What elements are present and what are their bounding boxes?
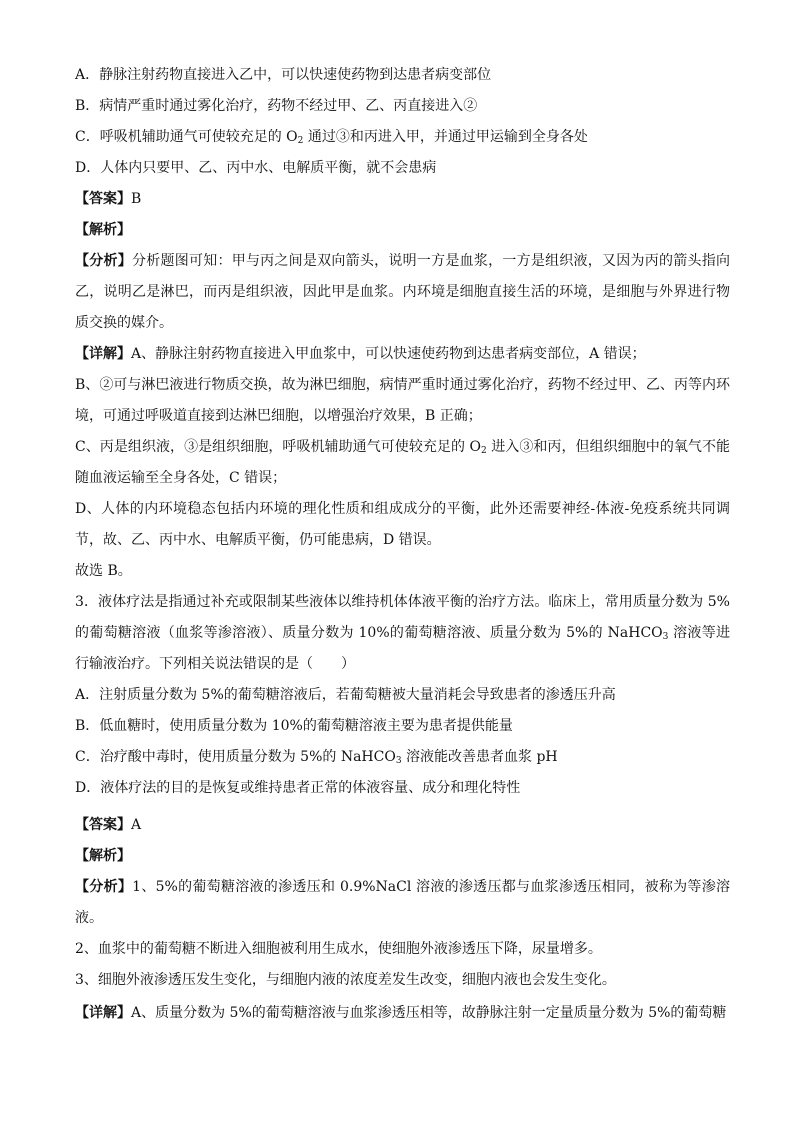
q3-fenxi-2: 2、血浆中的葡萄糖不断进入细胞被利用生成水，使细胞外液渗透压下降，尿量增多。 <box>75 941 602 957</box>
q2-option-a: A．静脉注射药物直接进入乙中，可以快速使药物到达患者病变部位 <box>75 67 492 83</box>
q2-option-c: C．呼吸机辅助通气可使较充足的 $O_2$ 通过③和丙进入甲，并通过甲运输到全身各处 <box>75 129 588 146</box>
q3-fenxi-3: 3、细胞外液渗透压发生变化，与细胞内液的浓度差发生改变，细胞内液也会发生变化。 <box>75 972 616 988</box>
q2-xiangjie-b: B、②可与淋巴液进行物质交换，故为淋巴细胞，病情严重时通过雾化治疗，药物不经过甲、乙、丙等内环境，可通过呼吸道直接到达淋巴细胞，以增强治疗效果，B 正确； <box>75 377 730 424</box>
q3-stem: 3．液体疗法是指通过补充或限制某些液体以维持机体体液平衡的治疗方法。临床上，常用质量分数为 5%的葡萄糖溶液（血浆等渗溶液）、质量分数为 10%的葡萄糖溶液、质量分数为 5%的 NaHCO$_3$ 溶液等进行输液治疗。下列相关说法错误的是（ ） <box>75 594 730 672</box>
q3-analysis-heading: 【解析】 <box>75 848 131 864</box>
q3-answer: 【答案】A <box>75 817 142 833</box>
q2-option-b: B．病情严重时通过雾化治疗，药物不经过甲、乙、丙直接进入② <box>75 98 478 114</box>
q3-option-d: D．液体疗法的目的是恢复或维持患者正常的体液容量、成分和理化特性 <box>75 780 521 796</box>
q3-option-a: A．注射质量分数为 5%的葡萄糖溶液后，若葡萄糖被大量消耗会导致患者的渗透压升高 <box>75 687 616 703</box>
q2-analysis-heading: 【解析】 <box>75 222 131 238</box>
q3-option-c: C．治疗酸中毒时，使用质量分数为 5%的 NaHCO$_3$ 溶液能改善患者血浆 pH <box>75 749 558 766</box>
q3-option-b: B．低血糖时，使用质量分数为 10%的葡萄糖溶液主要为患者提供能量 <box>75 718 513 734</box>
q2-xiangjie-d: D、人体的内环境稳态包括内环境的理化性质和组成成分的平衡，此外还需要神经-体液-免疫系统共同调节，故、乙、丙中水、电解质平衡，仍可能患病，D 错误。 <box>75 501 730 548</box>
q2-option-d: D．人体内只要甲、乙、丙中水、电解质平衡，就不会患病 <box>75 160 437 176</box>
q2-xiangjie-c: C、丙是组织液，③是组织细胞，呼吸机辅助通气可使较充足的 $O_2$ 进入③和丙，但组织细胞中的氧气不能随血液运输至全身各处，C 错误； <box>75 439 731 486</box>
q2-answer: 【答案】B <box>75 191 142 207</box>
q2-conclusion: 故选 B。 <box>75 563 132 579</box>
q3-xiangjie-a: 【详解】A、质量分数为 5%的葡萄糖溶液与血浆渗透压相等，故静脉注射一定量质量分数为 5%的葡萄糖 <box>75 1005 727 1021</box>
q2-xiangjie-a: 【详解】A、静脉注射药物直接进入甲血浆中，可以快速使药物到达患者病变部位，A 错误； <box>75 346 646 362</box>
q2-fenxi: 【分析】分析题图可知：甲与丙之间是双向箭头，说明一方是血浆，一方是组织液，又因为丙的箭头指向乙，说明乙是淋巴，而丙是组织液，因此甲是血浆。内环境是细胞直接生活的环境，是细胞与外界进行物质交换的媒介。 <box>75 253 731 331</box>
q3-fenxi-1: 【分析】1、5%的葡萄糖溶液的渗透压和 0.9%NaCl 溶液的渗透压都与血浆渗透压相同，被称为等渗溶液。 <box>75 879 731 926</box>
